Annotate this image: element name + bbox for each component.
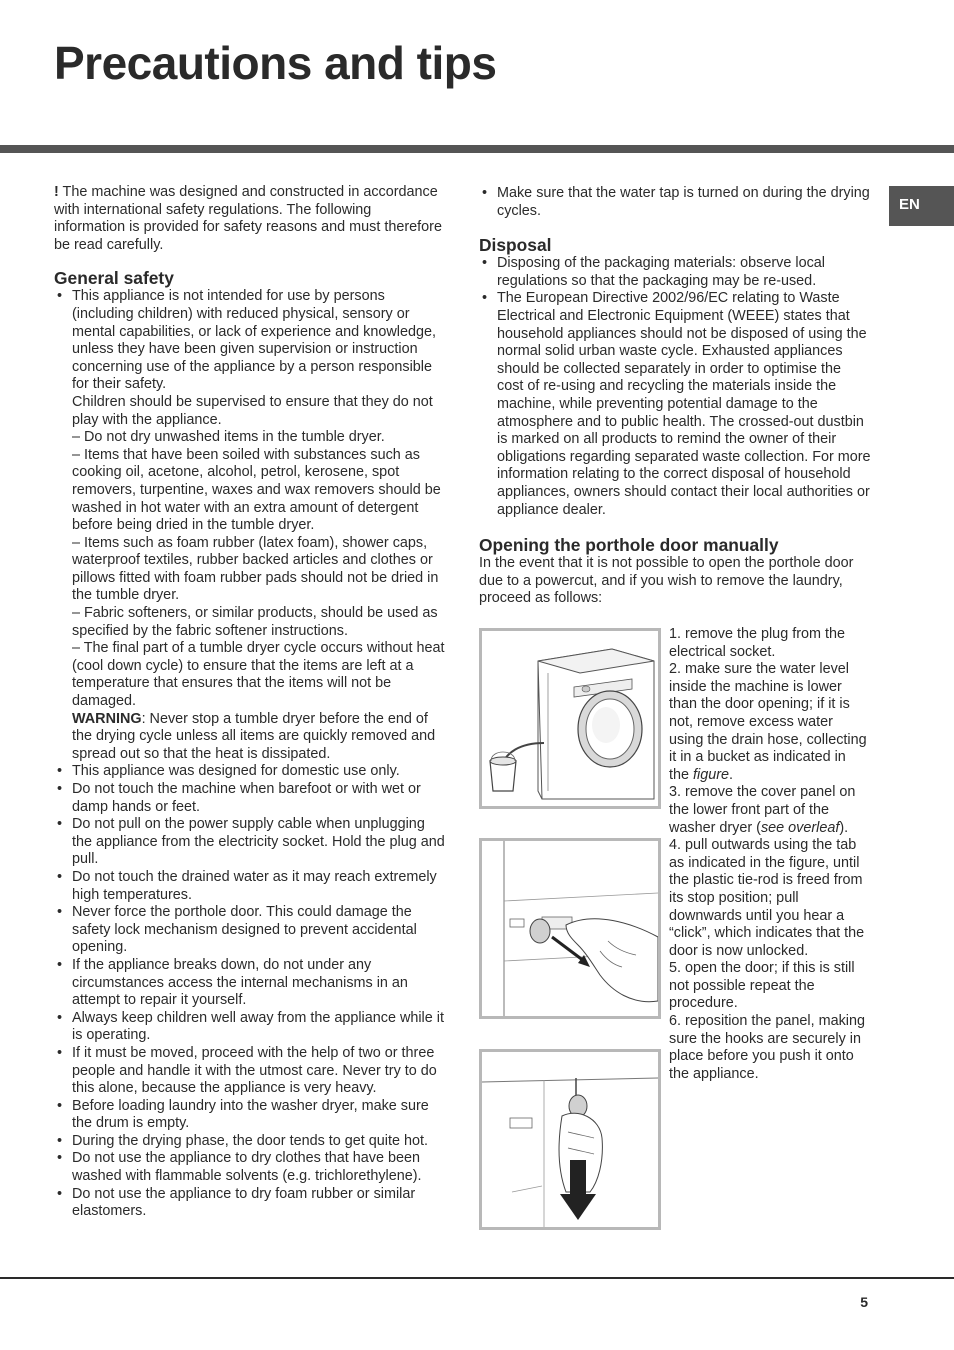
list-item: • Make sure that the water tap is turned on during the drying cycles. <box>479 185 871 220</box>
step-2 <box>669 661 869 784</box>
step-5: 5. open the door; if this is still not possible repeat the procedure. <box>669 960 855 1012</box>
step-4: 4. pull outwards using the tab as indicated in the figure, until the plastic tie-rod is freed from its stop position; pull downwards until you hear a “click”, which indicates that the door is now unlocked. <box>669 837 865 959</box>
pull-down-figure <box>479 1049 661 1230</box>
step-2-emphasis: figure <box>693 766 730 783</box>
list-item-text: Children should be supervised to ensure that they do not play with the appliance. <box>72 393 433 428</box>
list-item: • The European Directive 2002/96/EC relating to Waste Electrical and Electronic Equipment (WEEE) states that household appliances should not be disposed of using the normal solid urban waste cycle. Exhausted appliances should be collected separately in order to optimise the cost of re-using and recycling the materials inside the machine, while preventing potential damage to the atmosphere and to public health. The crossed-out dustbin is marked on all products to remind the owner of their obligations regarding separated waste collection. For more information relating to the correct disposal of household appliances, owners should contact their local authorities or appliance dealer. <box>479 290 871 519</box>
list-item: • Do not touch the machine when barefoot or with wet or damp hands or feet. <box>54 781 446 816</box>
list-item: • Always keep children well away from the appliance while it is operating. <box>54 1010 446 1045</box>
step-6: 6. reposition the panel, making sure the hooks are securely in place before you push it onto the appliance. <box>669 1013 865 1082</box>
list-item: • If the appliance breaks down, do not under any circumstances access the internal mechanisms in an attempt to repair it yourself. <box>54 957 446 1010</box>
list-item-text: – Fabric softeners, or similar products, should be used as specified by the fabric softener instructions. <box>72 605 438 639</box>
list-item-text: • This appliance is not intended for use by persons (including children) with reduced physical, sensory or mental capabilities, or lack of experience and knowledge, unless they have been given supervision or instruction concerning use of the appliance by a person responsible for their safety. <box>72 288 436 393</box>
porthole-intro: In the event that it is not possible to open the porthole door due to a powercut, and if you wish to remove the laundry, proceed as follows: <box>479 555 854 607</box>
list-item: • Never force the porthole door. This could damage the safety lock mechanism designed to prevent accidental opening. <box>54 904 446 957</box>
list-item: • This appliance was designed for domestic use only. <box>54 763 446 781</box>
list-item: • If it must be moved, proceed with the help of two or three people and handle it with the utmost care. Never try to do this alone, because the appliance is very heavy. <box>54 1045 446 1098</box>
list-item: • During the drying phase, the door tends to get quite hot. <box>54 1133 446 1151</box>
list-item: • Do not use the appliance to dry clothes that have been washed with flammable solvents (e.g. trichlorethylene). <box>54 1150 446 1185</box>
warning-label: WARNING <box>72 710 142 727</box>
list-item: • Do not touch the drained water as it may reach extremely high temperatures. <box>54 869 446 904</box>
disposal-list <box>479 255 871 519</box>
list-item: • Do not pull on the power supply cable when unplugging the appliance from the electricity socket. Hold the plug and pull. <box>54 816 446 869</box>
disposal-heading: Disposal <box>479 235 552 256</box>
list-item: • Before loading laundry into the washer dryer, make sure the drum is empty. <box>54 1098 446 1133</box>
list-item-text: – Items such as foam rubber (latex foam), shower caps, waterproof textiles, rubber backed articles and clothes or pillows fitted with foam rubber pads should not be dried in the tumble dryer. <box>72 534 439 604</box>
step-3 <box>669 784 869 837</box>
list-item-text: – The final part of a tumble dryer cycle occurs without heat (cool down cycle) to ensure that the items are left at a temperature that ensures that the items will not be damaged. <box>72 640 445 710</box>
list-item: • Disposing of the packaging materials: observe local regulations so that the packaging may be re-used. <box>479 255 871 290</box>
porthole-steps <box>669 626 869 1083</box>
list-item <box>54 288 446 763</box>
step-2-text: 2. make sure the water level inside the machine is lower than the door opening; if it is not, remove excess water using the drain hose, collecting it in a bucket as indicated in the <box>669 661 867 783</box>
intro-paragraph <box>54 184 446 254</box>
general-safety-heading: General safety <box>54 268 174 289</box>
page-title: Precautions and tips <box>54 37 497 89</box>
footer-rule <box>0 1277 954 1279</box>
pull-down-illustration <box>482 1052 658 1227</box>
step-2-end: . <box>729 766 734 783</box>
list-item-text: – Do not dry unwashed items in the tumble dryer. <box>72 429 385 446</box>
step-3-text: 3. remove the cover panel on the lower front part of the washer dryer ( <box>669 784 856 836</box>
left-column <box>54 184 446 1221</box>
list-item-text: – Items that have been soiled with substances such as cooking oil, acetone, alcohol, petrol, kerosene, spot removers, turpentine, waxes and wax removers should be washed in hot water with an extra amount of detergent before being dried in the tumble dryer. <box>72 446 441 534</box>
washer-drain-figure <box>479 628 661 809</box>
right-column <box>479 185 871 608</box>
porthole-heading: Opening the porthole door manually <box>479 535 779 556</box>
pull-tab-illustration <box>482 841 658 1016</box>
list-item: • Do not use the appliance to dry foam rubber or similar elastomers. <box>54 1186 446 1221</box>
right-top-list <box>479 185 871 220</box>
intro-text: The machine was designed and constructed in accordance with international safety regulations. The following information is provided for safety reasons and must therefore be read carefully. <box>54 184 442 253</box>
language-tab: EN <box>889 186 954 226</box>
general-safety-list <box>54 288 446 1220</box>
warning-note <box>72 711 446 764</box>
warning-text: : Never stop a tumble dryer before the end of the drying cycle unless all items are quickly removed and spread out so that the heat is dissipated. <box>72 710 436 762</box>
warning-marker: ! <box>54 184 59 200</box>
step-3-end: ). <box>839 819 849 836</box>
pull-tab-figure <box>479 838 661 1019</box>
step-3-emphasis: see overleaf <box>760 819 840 836</box>
step-1: 1. remove the plug from the electrical socket. <box>669 626 845 660</box>
washer-with-bucket-illustration <box>482 631 658 806</box>
header-rule <box>0 145 954 153</box>
page-number: 5 <box>860 1294 868 1310</box>
